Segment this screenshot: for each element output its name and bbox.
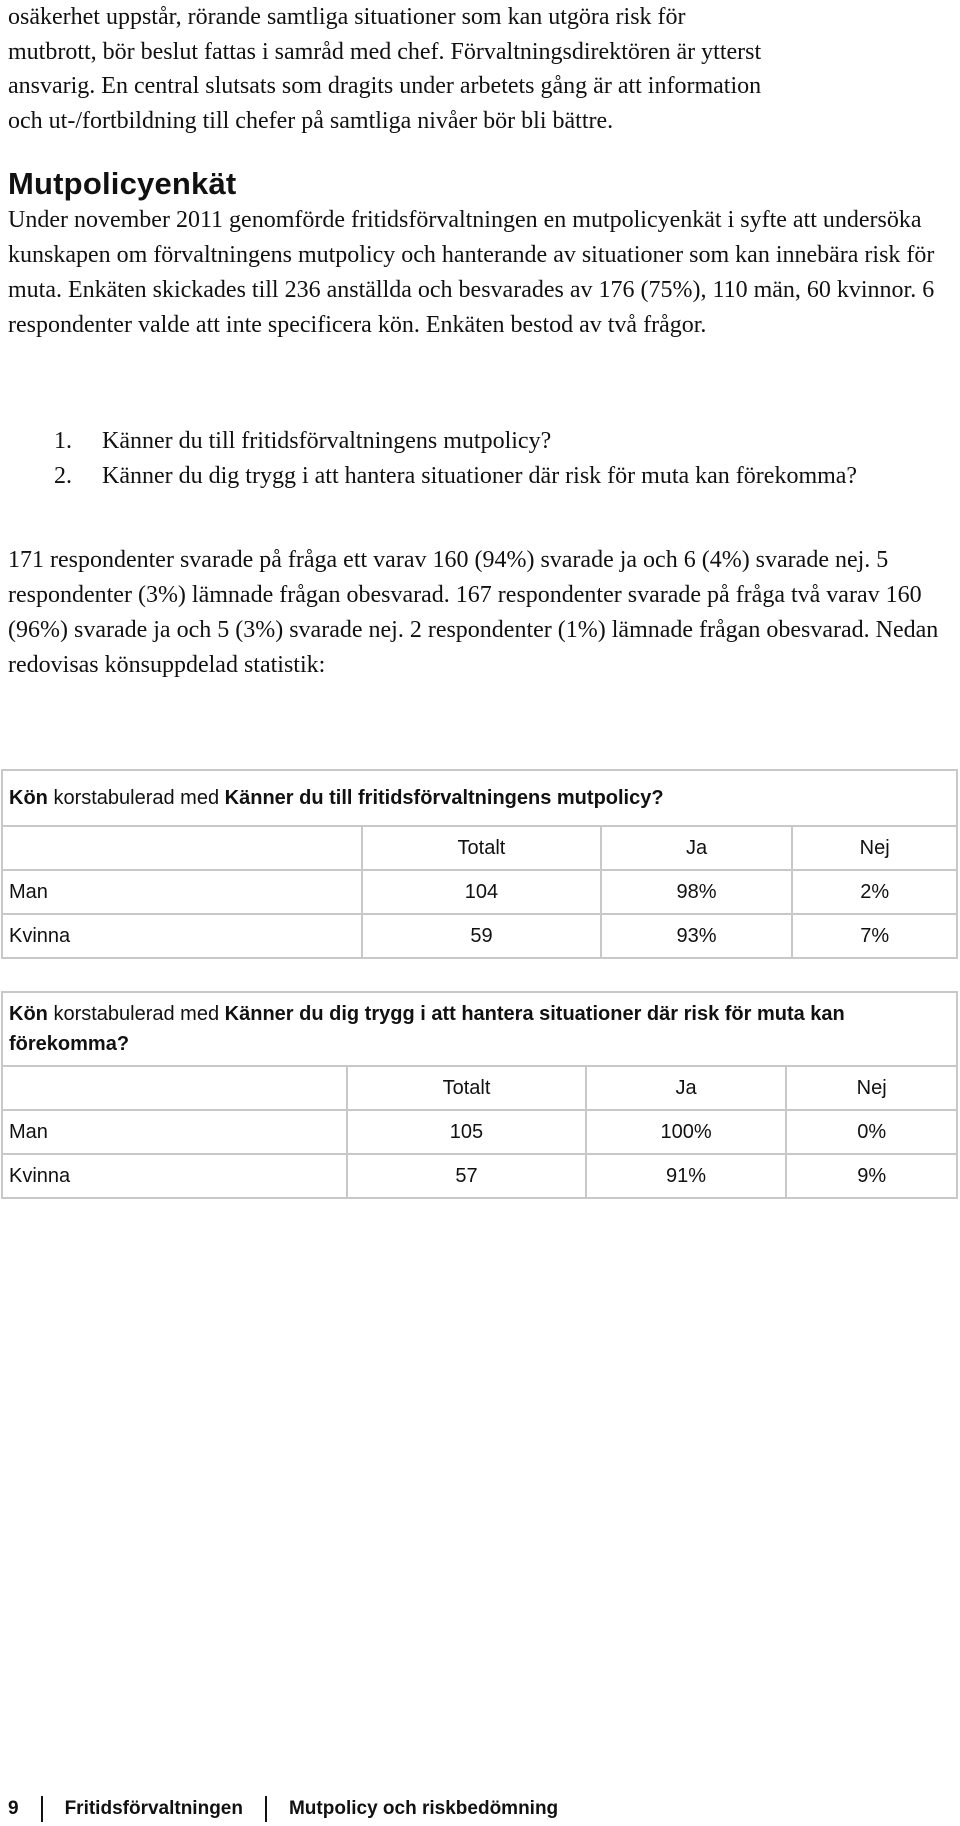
header-cell: Totalt xyxy=(347,1066,586,1110)
page-footer xyxy=(8,1796,558,1822)
question-text: Känner du dig trygg i att hantera situationer där risk för muta kan förekomma? xyxy=(102,463,858,489)
table-row xyxy=(2,1154,957,1198)
header-cell xyxy=(2,826,362,870)
intro-line: osäkerhet uppstår, rörande samtliga situationer som kan utgöra risk för xyxy=(8,4,686,30)
row-label: Kvinna xyxy=(2,1154,347,1198)
cell-no: 7% xyxy=(792,914,957,958)
question-item xyxy=(8,459,938,494)
cell-no: 2% xyxy=(792,870,957,914)
intro-line: mutbrott, bör beslut fattas i samråd med chef. Förvaltningsdirektören är ytterst xyxy=(8,38,762,65)
footer-divider xyxy=(265,1796,267,1822)
table-title-row xyxy=(2,992,957,1066)
header-cell: Ja xyxy=(586,1066,787,1110)
table-title-row xyxy=(2,770,957,826)
survey-results: 171 respondenter svarade på fråga ett varav 160 (94%) svarade ja och 6 (4%) svarade nej. 5 respondenter (3%) lämnade frågan obesvarad. 167 respondenter svarade på fråga två varav 160 (96%) svarade ja och 5 (3%) svarade nej. 2 respondenter (1%) lämnade frågan obesvarad. Nedan redovisas könsuppdelad statistik: xyxy=(8,547,939,678)
table-title: Kön korstabulerad med Känner du till fritidsförvaltningens mutpolicy? xyxy=(2,770,957,826)
row-label: Man xyxy=(2,1110,347,1154)
header-cell: Nej xyxy=(786,1066,957,1110)
survey-description: Under november 2011 genomförde fritidsförvaltningen en mutpolicyenkät i syfte att undersöka kunskapen om förvaltningens mutpolicy och hanterande av situationer som kan innebära risk för muta. Enkäten skickades till 236 anställda och besvarades av 176 (75%), 110 män, 60 kvinnor. 6 respondenter valde att inte specificera kön. Enkäten bestod av två frågor. xyxy=(8,207,935,338)
row-label: Kvinna xyxy=(2,914,362,958)
question-item xyxy=(8,424,938,459)
header-cell: Ja xyxy=(601,826,793,870)
question-number: 1. xyxy=(54,428,72,454)
crosstab-table-policy xyxy=(1,769,958,959)
header-cell xyxy=(2,1066,347,1110)
table-row xyxy=(2,1110,957,1154)
cell-total: 105 xyxy=(347,1110,586,1154)
header-cell: Totalt xyxy=(362,826,601,870)
cell-yes: 100% xyxy=(586,1110,787,1154)
row-label: Man xyxy=(2,870,362,914)
crosstab-table-confidence xyxy=(1,991,958,1199)
intro-line: och ut-/fortbildning till chefer på samtliga nivåer bör bli bättre. xyxy=(8,107,614,134)
intro-paragraph xyxy=(8,0,938,138)
cell-yes: 98% xyxy=(601,870,793,914)
footer-divider xyxy=(41,1796,43,1822)
cell-total: 57 xyxy=(347,1154,586,1198)
table-row xyxy=(2,870,957,914)
question-number: 2. xyxy=(54,463,72,489)
table-title: Kön korstabulerad med Känner du dig trygg i att hantera situationer där risk för muta kan förekomma? xyxy=(2,992,957,1066)
footer-org: Fritidsförvaltningen xyxy=(64,1798,243,1819)
table-header-row xyxy=(2,826,957,870)
table-row xyxy=(2,914,957,958)
header-cell: Nej xyxy=(792,826,957,870)
cell-no: 0% xyxy=(786,1110,957,1154)
cell-no: 9% xyxy=(786,1154,957,1198)
question-text: Känner du till fritidsförvaltningens mutpolicy? xyxy=(102,428,552,454)
page-number: 9 xyxy=(8,1798,19,1819)
question-list xyxy=(8,424,938,494)
footer-doc-title: Mutpolicy och riskbedömning xyxy=(288,1798,559,1819)
table-header-row xyxy=(2,1066,957,1110)
section-heading: Mutpolicyenkät xyxy=(8,166,237,201)
cell-total: 104 xyxy=(362,870,601,914)
intro-line: ansvarig. En central slutsats som dragits under arbetets gång är att information xyxy=(8,73,762,99)
cell-total: 59 xyxy=(362,914,601,958)
cell-yes: 91% xyxy=(586,1154,787,1198)
cell-yes: 93% xyxy=(601,914,793,958)
